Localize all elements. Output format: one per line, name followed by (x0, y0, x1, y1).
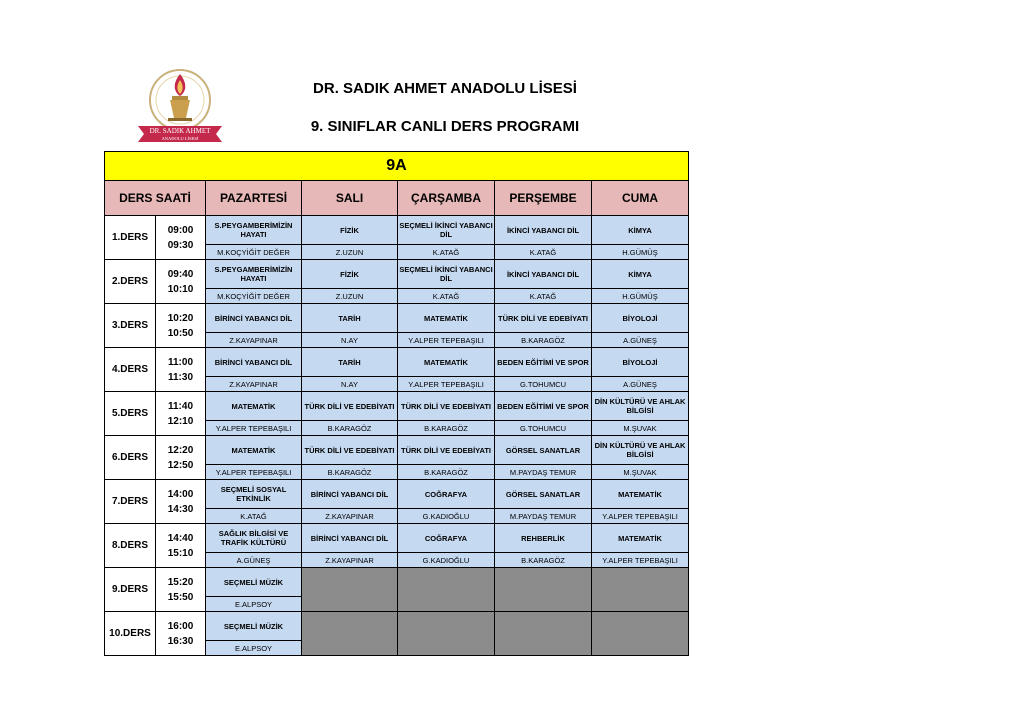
subject-cell: FİZİK (302, 216, 398, 245)
teacher-cell: B.KARAGÖZ (302, 421, 398, 436)
teacher-cell: M.KOÇYİĞİT DEĞER (206, 245, 302, 260)
subject-cell: GÖRSEL SANATLAR (495, 436, 592, 465)
teacher-cell: N.AY (302, 377, 398, 392)
end-time: 14:30 (167, 503, 194, 515)
start-time: 12:20 (167, 444, 194, 456)
table-row (105, 612, 689, 641)
school-title: DR. SADIK AHMET ANADOLU LİSESİ (313, 80, 577, 97)
empty-slot (495, 612, 592, 656)
subject-cell: MATEMATİK (592, 480, 689, 509)
lesson-number: 10.DERS (105, 612, 156, 656)
schedule-table (104, 151, 689, 656)
lesson-time (156, 524, 206, 568)
column-header-persembe: PERŞEMBE (495, 181, 592, 216)
start-time: 11:00 (167, 356, 194, 368)
end-time: 12:10 (167, 415, 194, 427)
end-time: 09:30 (167, 239, 194, 251)
svg-text:ANADOLU LİSESİ: ANADOLU LİSESİ (161, 136, 199, 141)
teacher-cell: B.KARAGÖZ (398, 421, 495, 436)
teacher-cell: B.KARAGÖZ (302, 465, 398, 480)
end-time: 15:10 (167, 547, 194, 559)
teacher-cell: A.GÜNEŞ (592, 333, 689, 348)
subject-cell: BİYOLOJİ (592, 348, 689, 377)
start-time: 16:00 (167, 620, 194, 632)
subject-cell: TÜRK DİLİ VE EDEBİYATI (398, 392, 495, 421)
teacher-cell: K.ATAĞ (398, 245, 495, 260)
column-header-carsamba: ÇARŞAMBA (398, 181, 495, 216)
teacher-cell: Z.KAYAPINAR (302, 509, 398, 524)
start-time: 14:00 (167, 488, 194, 500)
subject-cell: BEDEN EĞİTİMİ VE SPOR (495, 348, 592, 377)
subject-cell: S.PEYGAMBERİMİZİN HAYATI (206, 216, 302, 245)
subject-cell: SEÇMELİ MÜZİK (206, 568, 302, 597)
start-time: 09:40 (167, 268, 194, 280)
table-row (105, 216, 689, 245)
teacher-cell: Y.ALPER TEPEBAŞILI (592, 509, 689, 524)
subject-cell: KİMYA (592, 260, 689, 289)
table-row (105, 568, 689, 597)
teacher-cell: M.PAYDAŞ TEMUR (495, 509, 592, 524)
teacher-cell: M.PAYDAŞ TEMUR (495, 465, 592, 480)
lesson-time (156, 260, 206, 304)
teacher-cell: K.ATAĞ (495, 289, 592, 304)
teacher-cell: Z.KAYAPINAR (302, 553, 398, 568)
lesson-number: 8.DERS (105, 524, 156, 568)
subject-cell: SEÇMELİ İKİNCİ YABANCI DİL (398, 216, 495, 245)
end-time: 12:50 (167, 459, 194, 471)
teacher-cell: M.ŞUVAK (592, 465, 689, 480)
teacher-cell: M.ŞUVAK (592, 421, 689, 436)
table-row (105, 436, 689, 465)
lesson-number: 9.DERS (105, 568, 156, 612)
teacher-cell: G.KADIOĞLU (398, 553, 495, 568)
teacher-cell: M.KOÇYİĞİT DEĞER (206, 289, 302, 304)
end-time: 15:50 (167, 591, 194, 603)
table-row (105, 348, 689, 377)
teacher-cell: E.ALPSOY (206, 597, 302, 612)
teacher-cell: H.GÜMÜŞ (592, 245, 689, 260)
lesson-number: 5.DERS (105, 392, 156, 436)
program-title: 9. SINIFLAR CANLI DERS PROGRAMI (310, 118, 580, 135)
lesson-number: 3.DERS (105, 304, 156, 348)
teacher-cell: H.GÜMÜŞ (592, 289, 689, 304)
teacher-cell: A.GÜNEŞ (206, 553, 302, 568)
subject-cell: MATEMATİK (398, 304, 495, 333)
table-row (105, 524, 689, 553)
table-row (105, 392, 689, 421)
empty-slot (302, 568, 398, 612)
subject-cell: KİMYA (592, 216, 689, 245)
class-name: 9A (105, 152, 689, 181)
table-row (105, 480, 689, 509)
teacher-cell: K.ATAĞ (206, 509, 302, 524)
subject-cell: S.PEYGAMBERİMİZİN HAYATI (206, 260, 302, 289)
subject-cell: COĞRAFYA (398, 480, 495, 509)
subject-cell: İKİNCİ YABANCI DİL (495, 216, 592, 245)
teacher-cell: K.ATAĞ (495, 245, 592, 260)
subject-cell: SEÇMELİ İKİNCİ YABANCI DİL (398, 260, 495, 289)
subject-cell: BİRİNCİ YABANCI DİL (206, 304, 302, 333)
subject-cell: MATEMATİK (206, 392, 302, 421)
empty-slot (592, 612, 689, 656)
subject-cell: DİN KÜLTÜRÜ VE AHLAK BİLGİSİ (592, 436, 689, 465)
column-header-cuma: CUMA (592, 181, 689, 216)
subject-cell: TÜRK DİLİ VE EDEBİYATI (302, 392, 398, 421)
empty-slot (495, 568, 592, 612)
column-header-ders-saati: DERS SAATİ (105, 181, 206, 216)
empty-slot (398, 612, 495, 656)
subject-cell: SAĞLIK BİLGİSİ VE TRAFİK KÜLTÜRÜ (206, 524, 302, 553)
teacher-cell: Y.ALPER TEPEBAŞILI (592, 553, 689, 568)
teacher-cell: Z.UZUN (302, 289, 398, 304)
school-logo (128, 66, 232, 148)
lesson-time (156, 480, 206, 524)
start-time: 09:00 (167, 224, 194, 236)
lesson-number: 1.DERS (105, 216, 156, 260)
subject-cell: REHBERLİK (495, 524, 592, 553)
lesson-number: 7.DERS (105, 480, 156, 524)
teacher-cell: B.KARAGÖZ (495, 553, 592, 568)
lesson-time (156, 392, 206, 436)
lesson-time (156, 436, 206, 480)
lesson-time (156, 216, 206, 260)
teacher-cell: B.KARAGÖZ (495, 333, 592, 348)
teacher-cell: K.ATAĞ (398, 289, 495, 304)
start-time: 15:20 (167, 576, 194, 588)
table-row (105, 304, 689, 333)
start-time: 11:40 (167, 400, 194, 412)
start-time: 10:20 (167, 312, 194, 324)
teacher-cell: Y.ALPER TEPEBAŞILI (206, 421, 302, 436)
empty-slot (302, 612, 398, 656)
subject-cell: İKİNCİ YABANCI DİL (495, 260, 592, 289)
subject-cell: BEDEN EĞİTİMİ VE SPOR (495, 392, 592, 421)
teacher-cell: E.ALPSOY (206, 641, 302, 656)
lesson-time (156, 348, 206, 392)
subject-cell: TÜRK DİLİ VE EDEBİYATI (302, 436, 398, 465)
teacher-cell: Z.KAYAPINAR (206, 333, 302, 348)
subject-cell: SEÇMELİ SOSYAL ETKİNLİK (206, 480, 302, 509)
subject-cell: BİRİNCİ YABANCI DİL (302, 524, 398, 553)
subject-cell: TARİH (302, 348, 398, 377)
teacher-cell: G.KADIOĞLU (398, 509, 495, 524)
subject-cell: BİYOLOJİ (592, 304, 689, 333)
subject-cell: MATEMATİK (592, 524, 689, 553)
lesson-number: 2.DERS (105, 260, 156, 304)
teacher-cell: G.TOHUMCU (495, 377, 592, 392)
teacher-cell: N.AY (302, 333, 398, 348)
lesson-number: 4.DERS (105, 348, 156, 392)
subject-cell: TARİH (302, 304, 398, 333)
subject-cell: BİRİNCİ YABANCI DİL (206, 348, 302, 377)
teacher-cell: G.TOHUMCU (495, 421, 592, 436)
subject-cell: DİN KÜLTÜRÜ VE AHLAK BİLGİSİ (592, 392, 689, 421)
column-header-sali: SALI (302, 181, 398, 216)
subject-cell: FİZİK (302, 260, 398, 289)
teacher-cell: Y.ALPER TEPEBAŞILI (206, 465, 302, 480)
lesson-time (156, 612, 206, 656)
subject-cell: MATEMATİK (398, 348, 495, 377)
end-time: 10:10 (167, 283, 194, 295)
teacher-cell: Y.ALPER TEPEBAŞILI (398, 333, 495, 348)
subject-cell: TÜRK DİLİ VE EDEBİYATI (398, 436, 495, 465)
start-time: 14:40 (167, 532, 194, 544)
teacher-cell: B.KARAGÖZ (398, 465, 495, 480)
table-row (105, 260, 689, 289)
end-time: 10:50 (167, 327, 194, 339)
lesson-time (156, 568, 206, 612)
teacher-cell: Z.KAYAPINAR (206, 377, 302, 392)
lesson-number: 6.DERS (105, 436, 156, 480)
subject-cell: GÖRSEL SANATLAR (495, 480, 592, 509)
svg-text:DR. SADIK AHMET: DR. SADIK AHMET (149, 127, 211, 135)
end-time: 11:30 (167, 371, 194, 383)
subject-cell: COĞRAFYA (398, 524, 495, 553)
empty-slot (592, 568, 689, 612)
header-row (105, 181, 689, 216)
end-time: 16:30 (167, 635, 194, 647)
column-header-pazartesi: PAZARTESİ (206, 181, 302, 216)
teacher-cell: Z.UZUN (302, 245, 398, 260)
teacher-cell: Y.ALPER TEPEBAŞILI (398, 377, 495, 392)
subject-cell: TÜRK DİLİ VE EDEBİYATI (495, 304, 592, 333)
lesson-time (156, 304, 206, 348)
empty-slot (398, 568, 495, 612)
teacher-cell: A.GÜNEŞ (592, 377, 689, 392)
subject-cell: BİRİNCİ YABANCI DİL (302, 480, 398, 509)
subject-cell: MATEMATİK (206, 436, 302, 465)
subject-cell: SEÇMELİ MÜZİK (206, 612, 302, 641)
